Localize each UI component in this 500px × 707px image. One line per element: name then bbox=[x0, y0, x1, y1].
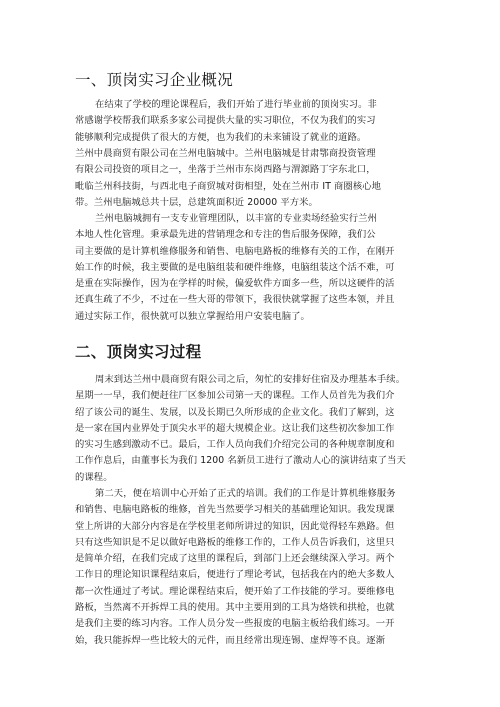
text-line: 兰州电脑城拥有一支专业管理团队，以丰富的专业卖场经验实行兰州 bbox=[95, 213, 377, 224]
text-line: 的实习生感到激动不已。最后，工作人员向我们介绍完公司的各种规章制度和 bbox=[75, 439, 395, 451]
text-line: 工作作息后，由董事长为我们 1200 名新员工进行了激动人心的演讲结束了当天 bbox=[75, 455, 406, 467]
text-line: 毗临兰州科技街，与西北电子商贸城对街相望，处在兰州市 IT 商圈核心地 bbox=[75, 180, 382, 192]
text-line: 常感谢学校帮我们联系多家公司提供大量的实习职位，不仅为我们的实习 bbox=[75, 115, 376, 127]
text-line: 星期一一早，我们便赶往厂区参加公司第一天的课程。工作人员首先为我们介 bbox=[75, 390, 395, 402]
section-heading-enterprise-overview: 一、顶岗实习企业概况 bbox=[75, 71, 234, 89]
text-line: 路板，当然离不开拆焊工具的使用。其中主要用到的工具为烙铁和拱枪，也就 bbox=[75, 602, 395, 614]
text-line: 第二天，便在培训中心开始了正式的培训。我们的工作是计算机维修服务 bbox=[95, 488, 396, 499]
text-line: 的课程。 bbox=[75, 471, 113, 483]
text-line: 通过实际工作，很快就可以独立掌握给用户安装电脑了。 bbox=[75, 310, 310, 322]
text-line: 有限公司投资的项目之一，坐落于兰州市东岗西路与渭源路丁字东北口， bbox=[75, 164, 376, 176]
text-line: 绍了该公司的诞生、发展，以及长期已久所形成的企业文化。我们了解到，这 bbox=[75, 406, 395, 418]
text-line: 只有这些知识是不足以做好电路板的维修工作的，工作人员告诉我们，这里只 bbox=[75, 536, 395, 548]
text-line: 兰州中晨商贸有限公司在兰州电脑城中。兰州电脑城是甘肃鄂商投资管理 bbox=[75, 148, 376, 159]
text-line: 带。兰州电脑城总共十层，总建筑面积近 20000 平方米。 bbox=[75, 196, 318, 208]
section-heading-internship-process: 二、顶岗实习过程 bbox=[75, 343, 202, 361]
paragraph-training bbox=[75, 486, 425, 649]
paragraph-first-week bbox=[75, 372, 425, 486]
text-line: 是简单介绍，在我们完成了这里的课程后，到部门上还会继续深入学习。两个 bbox=[75, 553, 395, 565]
text-line: 都一次性通过了考试。理论课程结束后，便开始了工作技能的学习。要维修电 bbox=[75, 585, 395, 597]
text-line: 本地人性化管理。秉承最先进的营销理念和专注的售后服务保障，我们公 bbox=[75, 229, 376, 241]
text-line: 周末到达兰州中晨商贸有限公司之后，匆忙的安排好住宿及办理基本手续。 bbox=[95, 374, 406, 385]
text-line: 是我们主要的练习内容。工作人员分发一些报废的电脑主板给我们练习。一开 bbox=[75, 618, 395, 630]
paragraph-company-location bbox=[75, 146, 425, 211]
paragraph-internship-intro bbox=[75, 97, 425, 146]
text-line: 能够顺利完成提供了很大的方便，也为我们的未来铺设了就业的道路。 bbox=[75, 131, 367, 143]
text-line: 工作日的理论知识课程结束后，便进行了理论考试，包括我在内的绝大多数人 bbox=[75, 569, 395, 581]
text-line: 司主要做的是计算机维修服务和销售、电脑电路板的维修有关的工作，在刚开 bbox=[75, 245, 395, 257]
paragraph-management-team bbox=[75, 211, 425, 325]
text-line: 堂上所讲的大部分内容是在学校里老师所讲过的知识，因此觉得轻车熟路。但 bbox=[75, 520, 395, 532]
text-line: 始，我只能拆焊一些比较大的元件，而且经常出现连锡、虚焊等不良。逐渐 bbox=[75, 634, 386, 646]
text-line: 还真生疏了不少，不过在一些大哥的带领下，我很快就掌握了这些本领，并且 bbox=[75, 294, 395, 306]
text-line: 和销售、电脑电路板的维修，首先当然要学习相关的基础理论知识。我发现课 bbox=[75, 504, 395, 516]
text-line: 是重在实际操作，因为在学样的时候，偏爱软件方面多一些，所以这硬件的活 bbox=[75, 278, 395, 290]
text-line: 是一家在国内业界处于顶尖水平的超大规模企业。这让我们这些初次参加工作 bbox=[75, 422, 395, 434]
text-line: 始工作的时候，我主要做的是电脑组装和硬件维修，电脑组装这个活不难，可 bbox=[75, 261, 395, 273]
text-line: 在结束了学校的理论课程后，我们开始了进行毕业前的顶岗实习。非 bbox=[95, 99, 377, 110]
